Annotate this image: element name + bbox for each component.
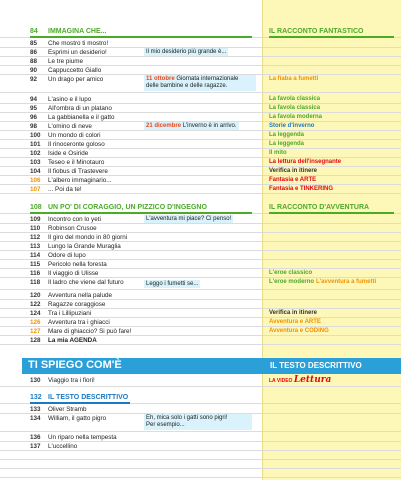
list-item[interactable]: [0, 251, 401, 260]
item-title: Il rinoceronte goloso: [48, 141, 105, 148]
list-item[interactable]: [0, 318, 401, 327]
page-number: 115: [30, 261, 41, 268]
item-title: William, il gatto pigro: [48, 415, 107, 422]
item-title: L'uccellino: [48, 443, 78, 450]
list-item[interactable]: [0, 158, 401, 167]
item-title: Un mondo di colori: [48, 132, 101, 139]
genre-label: Avventura e CODING: [269, 328, 329, 334]
section-underline: [30, 36, 252, 38]
item-title: Teseo e il Minotauro: [48, 159, 105, 166]
page-number: 96: [30, 114, 38, 121]
list-item[interactable]: [0, 309, 401, 318]
item-title: Pericolo nella foresta: [48, 261, 107, 268]
subsection-header-testo-descrittivo[interactable]: [0, 393, 401, 404]
page-number: 95: [30, 105, 38, 112]
item-title: Un drago per amico: [48, 76, 104, 83]
note-text-line2: delle bambine e delle ragazze.: [146, 83, 228, 89]
page-number: 98: [30, 123, 38, 130]
item-title: Iside e Osiride: [48, 150, 89, 157]
page-number: 106: [30, 177, 41, 184]
item-title: La mia AGENDA: [48, 337, 97, 344]
page-number: 110: [30, 225, 41, 232]
section-title: UN PO' DI CORAGGIO, UN PIZZICO D'INGEGNO: [48, 204, 207, 211]
section-genre-underline: [269, 212, 394, 214]
item-title: Un riparo nella tempesta: [48, 434, 117, 441]
page-number: 100: [30, 132, 41, 139]
section-header-coraggio[interactable]: [0, 203, 401, 214]
page-number: 112: [30, 234, 41, 241]
page-number: 127: [30, 328, 41, 335]
page-number: 88: [30, 58, 38, 65]
subsection-underline: [30, 402, 130, 404]
page-number: 118: [30, 279, 41, 286]
item-title: L'albero immaginario...: [48, 177, 112, 184]
list-item[interactable]: [0, 414, 401, 432]
list-item[interactable]: [0, 122, 401, 131]
section-genre: IL RACCONTO D'AVVENTURA: [269, 204, 370, 211]
list-item[interactable]: [0, 233, 401, 242]
item-title: Il fiobus di Trastevere: [48, 168, 108, 175]
list-item[interactable]: [0, 167, 401, 176]
section-number: 108: [30, 204, 42, 211]
genre-label: La favola moderna: [269, 114, 323, 120]
note-box: [144, 414, 252, 430]
genre-label: Storie d'inverno: [269, 123, 315, 129]
list-item[interactable]: [0, 149, 401, 158]
item-title: Cappuccetto Giallo: [48, 67, 102, 74]
page-number: 85: [30, 40, 38, 47]
page-number: 113: [30, 243, 41, 250]
item-title: Avventura nella palude: [48, 292, 112, 299]
item-title: All'ombra di un platano: [48, 105, 112, 112]
page-number: 133: [30, 406, 41, 413]
page-number: 86: [30, 49, 38, 56]
item-title: Che mostro ti mostro!: [48, 40, 109, 47]
note-box: [144, 75, 256, 91]
genre-label-secondary: L'avventura a fumetti: [316, 279, 377, 285]
genre-label: La leggenda: [269, 132, 305, 138]
item-title: Le tre piume: [48, 58, 84, 65]
subsection-number: 132: [30, 394, 42, 401]
item-title: Il ladro che viene dal futuro: [48, 279, 124, 286]
item-title: Oliver Stramb: [48, 406, 87, 413]
page-number: 120: [30, 292, 41, 299]
page-number: 103: [30, 159, 41, 166]
list-item[interactable]: [0, 336, 401, 345]
list-item[interactable]: [0, 185, 401, 194]
page-number: 122: [30, 301, 41, 308]
list-item[interactable]: [0, 405, 401, 414]
note-box: Leggo i fumetti se...: [146, 280, 199, 287]
genre-label: La favola classica: [269, 105, 321, 111]
page-number: 90: [30, 67, 38, 74]
page-number: 94: [30, 96, 38, 103]
page-number: 109: [30, 216, 41, 223]
section-header-immagina[interactable]: [0, 27, 401, 38]
list-item[interactable]: [0, 57, 401, 66]
list-item[interactable]: [0, 75, 401, 93]
note-box: [144, 122, 239, 130]
section-genre: IL RACCONTO FANTASTICO: [269, 28, 364, 35]
genre-label: Il mito: [269, 150, 287, 156]
item-title: Il giro del mondo in 80 giorni: [48, 234, 128, 241]
item-title: Avventura tra i ghiacci: [48, 319, 110, 326]
note-box: Il mio desiderio più grande è...: [146, 49, 227, 55]
note-text-line2: Per esempio...: [146, 422, 185, 428]
page-number: 107: [30, 186, 41, 193]
item-title: Robinson Crusoe: [48, 225, 97, 232]
page-number: 128: [30, 337, 41, 344]
list-item[interactable]: [0, 66, 401, 75]
item-title: Tra i Lillipuziani: [48, 310, 92, 317]
logo-big-text: Lettura: [293, 375, 332, 385]
item-title: Viaggio tra i fiori!: [48, 377, 95, 384]
note-box: L'avventura mi piace? Ci penso!: [146, 216, 232, 222]
genre-label: La fiaba a fumetti: [269, 76, 319, 82]
item-title: ... Poi da te!: [48, 186, 82, 193]
genre-label: La leggenda: [269, 141, 305, 147]
item-title: Mare di ghiaccio? Si può fare!: [48, 328, 132, 335]
page-number: 134: [30, 415, 41, 422]
list-item[interactable]: [0, 242, 401, 251]
page-number: 126: [30, 319, 41, 326]
genre-label: L'eroe classico: [269, 270, 313, 276]
logo-small-text: LA VIDEO: [269, 378, 293, 384]
list-item[interactable]: [0, 300, 401, 309]
genre-label: Fantasia e ARTE: [269, 177, 317, 183]
list-item[interactable]: [0, 433, 401, 442]
list-item[interactable]: [0, 376, 401, 387]
empty-row: [0, 460, 401, 469]
list-item[interactable]: [0, 48, 401, 57]
item-title: Odore di lupo: [48, 252, 86, 259]
genre-label: Fantasia e TINKERING: [269, 186, 334, 192]
video-lettura-logo: [269, 376, 331, 386]
page-number: 130: [30, 377, 41, 384]
list-item[interactable]: [0, 215, 401, 224]
page-number: 124: [30, 310, 41, 317]
note-date: 11 ottobre: [146, 75, 175, 82]
page-number: 104: [30, 168, 41, 175]
page-number: 92: [30, 76, 38, 83]
list-item[interactable]: [0, 278, 401, 290]
list-item[interactable]: [0, 260, 401, 269]
genre-label: La lettura dell'insegnante: [269, 159, 342, 165]
genre-label: L'eroe moderno: [269, 279, 315, 285]
page-number: 101: [30, 141, 41, 148]
page-number: 136: [30, 434, 41, 441]
list-item[interactable]: [0, 140, 401, 149]
page-number: 114: [30, 252, 41, 259]
band-genre: IL TESTO DESCRITTIVO: [270, 361, 362, 370]
section-underline: [30, 212, 252, 214]
section-number: 84: [30, 28, 38, 35]
item-title: Ragazze coraggiose: [48, 301, 106, 308]
list-item[interactable]: [0, 39, 401, 48]
list-item[interactable]: [0, 291, 401, 300]
band-title: TI SPIEGO COM'È: [28, 359, 122, 371]
note-text: Eh, mica solo i gatti sono pigri!: [146, 414, 228, 421]
page-number: 137: [30, 443, 41, 450]
item-title: L'omino di neve: [48, 123, 92, 130]
genre-label: La favola classica: [269, 96, 321, 102]
list-item[interactable]: [0, 442, 401, 451]
section-title: IMMAGINA CHE...: [48, 28, 107, 35]
item-title: Esprimi un desiderio!: [48, 49, 107, 56]
note-date: 21 dicembre: [146, 123, 182, 129]
item-title: La gabbianella e il gatto: [48, 114, 115, 121]
list-item[interactable]: [0, 327, 401, 336]
section-band-ti-spiego[interactable]: [22, 358, 401, 374]
item-title: Lungo la Grande Muraglia: [48, 243, 121, 250]
list-item[interactable]: [0, 224, 401, 233]
item-title: Il viaggio di Ulisse: [48, 270, 99, 277]
list-item[interactable]: [0, 113, 401, 122]
genre-label: Verifica in itinere: [269, 310, 318, 316]
item-title: L'asino e il lupo: [48, 96, 92, 103]
page-number: 116: [30, 270, 41, 277]
empty-row: [0, 469, 401, 478]
list-item[interactable]: [0, 269, 401, 278]
list-item[interactable]: [0, 131, 401, 140]
genre-label: Verifica in itinere: [269, 168, 318, 174]
list-item[interactable]: [0, 176, 401, 185]
note-text: L'inverno è in arrivo.: [182, 123, 237, 129]
list-item[interactable]: [0, 95, 401, 104]
page-number: 102: [30, 150, 41, 157]
list-item[interactable]: [0, 104, 401, 113]
genre-label: Avventura e ARTE: [269, 319, 321, 325]
item-title: Incontro con lo yeti: [48, 216, 101, 223]
section-genre-underline: [269, 36, 394, 38]
empty-row: [0, 451, 401, 460]
note-text: Giornata internazionale: [176, 75, 239, 82]
subsection-title: IL TESTO DESCRITTIVO: [48, 394, 129, 401]
